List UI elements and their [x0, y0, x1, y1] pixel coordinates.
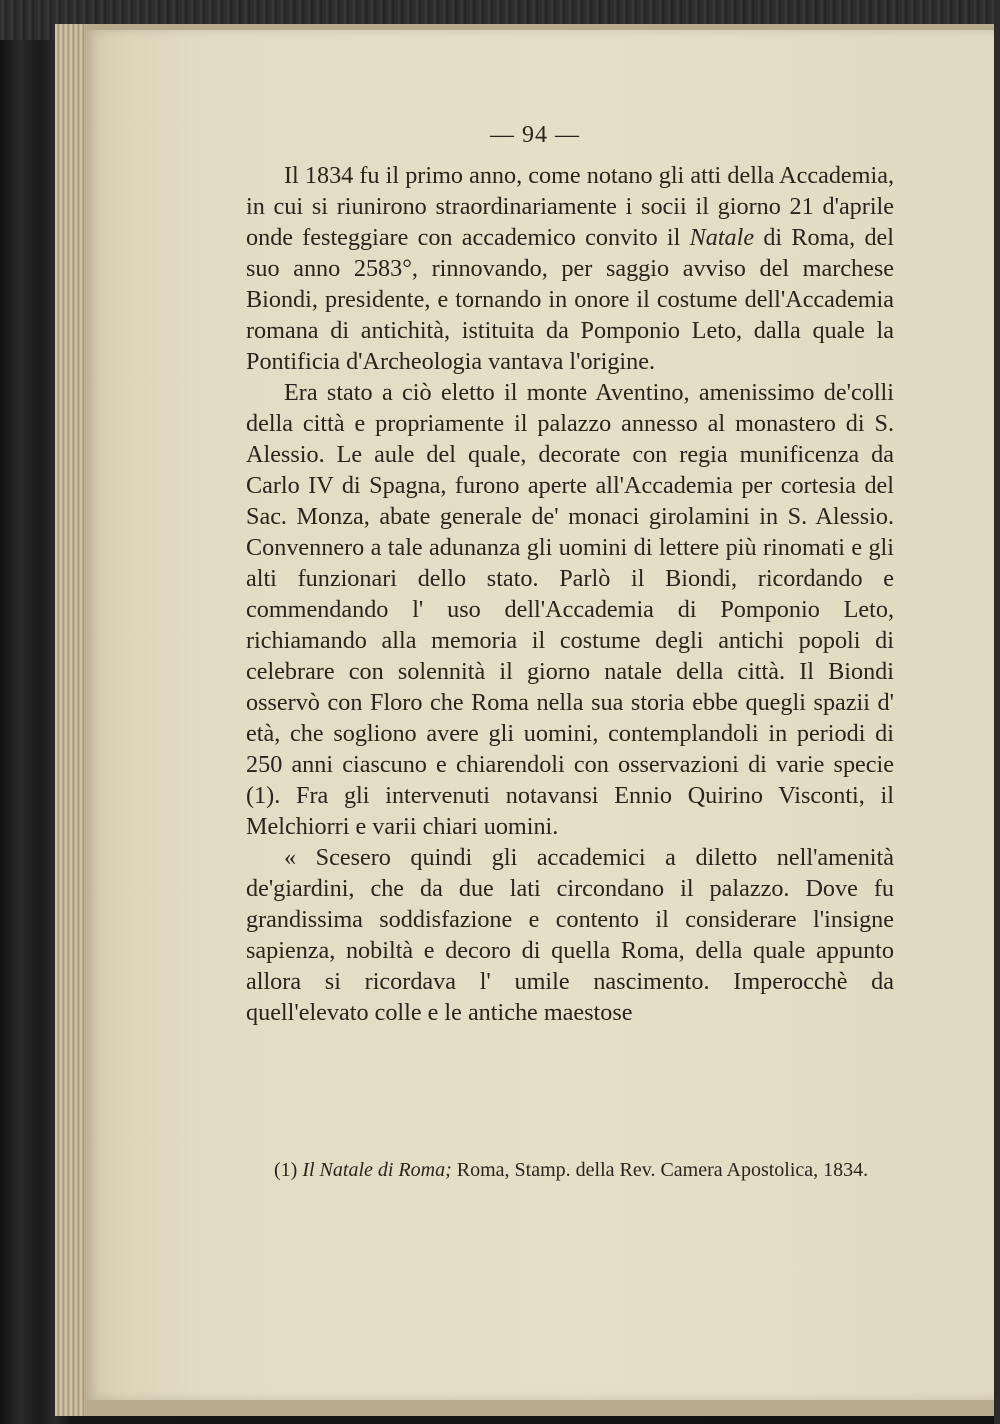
binding-edge	[994, 0, 1000, 1424]
paragraph-3-text: « Scesero quindi gli accademici a diletto nell'amenità de'giardini, che da due lati circondano il palazzo. Dove fu grandissima soddisfazione e contento il considerare l'insigne sapienza, nobiltà e decoro di quella Roma, della quale appunto allora si ricordava l' umile nascimento. Imperocchè da quell'elevato colle e le antiche maestose	[246, 844, 894, 1026]
paragraph-3	[246, 842, 894, 1028]
footnote-marker: (1)	[274, 1159, 303, 1181]
paragraph-1-text: Il 1834 fu il primo anno, come notano gli atti della Accademia, in cui si riunirono straordinariamente i socii il giorno 21 d'aprile onde festeggiare con accademico convito il	[246, 162, 894, 251]
paragraph-1-text-end: di Roma, del suo anno 2583°, rinnovando, per saggio avviso del marchese Biondi, presidente, e tornando in onore il costume dell'Accademia romana di antichità, istituita da Pomponio Leto, dalla quale la Pontificia d'Archeologia vantava l'origine.	[246, 224, 894, 375]
page-number: — 94 —	[490, 122, 580, 148]
footnote-text: Roma, Stamp. della Rev. Camera Apostolica, 1834.	[451, 1159, 869, 1181]
paragraph-2-text: Era stato a ciò eletto il monte Aventino, amenissimo de'colli della città e propriamente il palazzo annesso al monastero di S. Alessio. Le aule del quale, decorate con regia munificenza da Carlo IV di Spagna, furono aperte all'Accademia per cortesia del Sac. Monza, abate generale de' monaci girolamini in S. Alessio. Convennero a tale adunanza gli uomini di lettere più rinomati e gli alti funzionari dello stato. Parlò il Biondi, ricordando e commendando l' uso dell'Accademia di Pomponio Leto, richiamando alla memoria il costume degli antichi popoli di celebrare con solennità il giorno natale della città. Il Biondi osservò con Floro che Roma nella sua storia ebbe quegli spazii d' età, che sogliono avere gli uomini, contemplandoli in periodi di 250 anni ciascuno e chiarendoli con osservazioni di varie specie (1). Fra gli intervenuti notavansi Ennio Quirino Visconti, il Melchiorri e varii chiari uomini.	[246, 379, 894, 840]
paragraph-1	[246, 160, 894, 377]
footnote-title: Il Natale di Roma;	[302, 1159, 452, 1181]
footnote	[246, 1156, 894, 1184]
paragraph-2	[246, 377, 894, 842]
body-text	[246, 160, 894, 1028]
paragraph-1-italic: Natale	[689, 224, 755, 251]
